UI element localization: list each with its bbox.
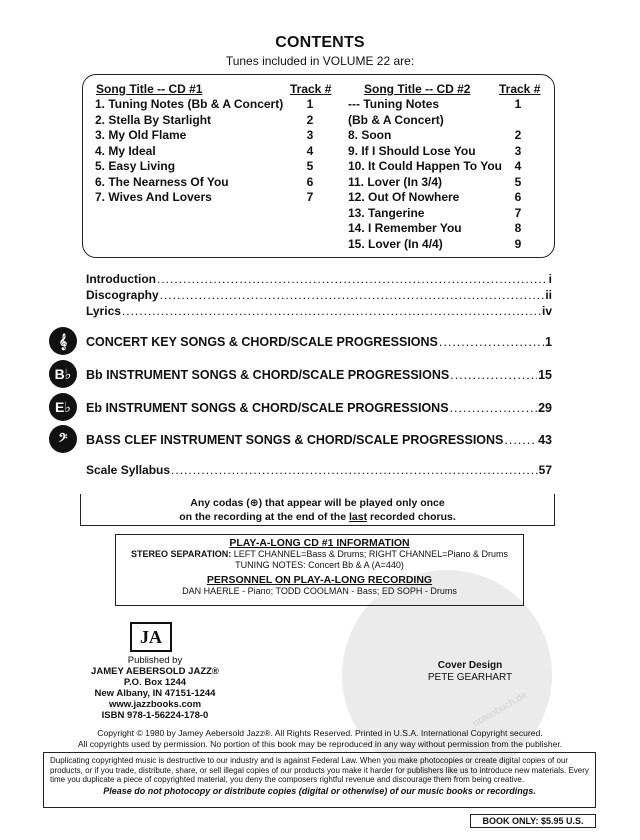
cd1-track-number: 3 <box>306 128 314 142</box>
cd1-song-title: 2. Stella By Starlight <box>95 112 212 127</box>
cd1-track-number: 7 <box>306 190 314 204</box>
toc-label: Eb INSTRUMENT SONGS & CHORD/SCALE PROGRESSIONS <box>86 401 449 415</box>
cd2-song-title: 15. Lover (In 4/4) <box>348 236 443 251</box>
leader-dots <box>160 288 545 302</box>
personnel-list: DAN HAERLE - Piano; TODD COOLMAN - Bass; ED SOPH - Drums <box>182 586 457 596</box>
coda-line-1: Any codas (⊕) that appear will be played only once <box>190 497 445 509</box>
leader-dots <box>450 368 537 382</box>
toc-lyrics[interactable] <box>86 304 552 318</box>
toc-page: 29 <box>538 401 552 415</box>
toc-concert-key-section[interactable] <box>86 335 552 349</box>
leader-dots <box>450 401 538 415</box>
page-title: CONTENTS <box>275 34 365 51</box>
toc-page: i <box>548 272 552 286</box>
cd2-track-number: 4 <box>514 159 522 173</box>
cd1-song-title: 6. The Nearness Of You <box>95 174 229 189</box>
toc-label: CONCERT KEY SONGS & CHORD/SCALE PROGRESSIONS <box>86 335 438 349</box>
toc-page: 1 <box>545 335 552 349</box>
cd2-heading: Song Title -- CD #2 <box>364 82 471 96</box>
toc-page: ii <box>545 288 552 302</box>
cd2-track-number: 8 <box>514 221 522 235</box>
leader-dots <box>504 433 537 447</box>
toc-label: Lyrics <box>86 304 121 318</box>
cd2-track-number: 6 <box>514 190 522 204</box>
coda-icon: ⊕ <box>249 497 259 509</box>
toc-bass-clef-section[interactable] <box>86 433 552 447</box>
cd2-track-number: 5 <box>514 174 522 189</box>
toc-page: 43 <box>538 433 552 447</box>
cd1-track-number: 4 <box>306 143 314 158</box>
publisher-logo: JA <box>130 622 172 652</box>
info-heading: PLAY-A-LONG CD #1 INFORMATION <box>229 537 410 549</box>
cd1-song-title: 5. Easy Living <box>95 159 176 173</box>
toc-introduction[interactable] <box>86 272 552 286</box>
cd2-song-title: (Bb & A Concert) <box>348 112 444 127</box>
toc-scale-syllabus[interactable] <box>86 463 552 477</box>
coda-line-2: on the recording at the end of the last recorded chorus. <box>179 511 456 523</box>
toc-label: Introduction <box>86 272 156 286</box>
tuning-notes: TUNING NOTES: Concert Bb & A (A=440) <box>235 560 404 570</box>
toc-label: Discography <box>86 288 159 302</box>
cd2-song-title: 12. Out Of Nowhere <box>348 190 460 204</box>
page-subtitle: Tunes included in VOLUME 22 are: <box>225 54 415 68</box>
cd1-track-number: 6 <box>306 174 314 189</box>
toc-page: 57 <box>538 463 552 477</box>
toc-label: BASS CLEF INSTRUMENT SONGS & CHORD/SCALE PROGRESSIONS <box>86 433 504 447</box>
cd1-track-number: 5 <box>306 159 314 173</box>
cover-design: Cover Design PETE GEARHART <box>427 660 513 683</box>
cd2-song-title: 13. Tangerine <box>348 205 425 220</box>
b-flat-icon: B♭ <box>49 360 77 388</box>
toc-label: Bb INSTRUMENT SONGS & CHORD/SCALE PROGRESSIONS <box>86 368 450 382</box>
treble-clef-icon: 𝄞 <box>49 327 77 355</box>
cd1-song-title: 1. Tuning Notes (Bb & A Concert) <box>95 97 284 111</box>
watermark-text: notenbuch.de <box>471 689 530 730</box>
cd1-track-heading: Track # <box>290 82 332 96</box>
cd2-track-number: 3 <box>514 143 522 158</box>
cd1-song-title: 4. My Ideal <box>95 143 156 158</box>
personnel-heading: PERSONNEL ON PLAY-A-LONG RECORDING <box>206 574 433 586</box>
cd2-track-number: 9 <box>514 236 522 251</box>
leader-dots <box>157 272 548 286</box>
cd2-track-heading: Track # <box>499 82 541 96</box>
cd2-song-title: 8. Soon <box>348 128 392 142</box>
toc-page: iv <box>541 304 552 318</box>
toc-label: Scale Syllabus <box>86 463 171 477</box>
cd2-song-title: 11. Lover (In 3/4) <box>348 174 443 189</box>
warning-text: Duplicating copyrighted music is destructive to our industry and is against Federal Law. When you make photocopies or create digital copies of our products, or if you trade, distribute, share, or sell illegal copies of our products you make it harder for publishers like us to introduce new materials. Every time you duplicate a piece of copyrighted material, you deny the composers rightful revenue and discourage them from being creative. <box>50 756 589 784</box>
coda-note-box <box>80 494 555 526</box>
cd1-track-number: 1 <box>306 97 314 111</box>
cd2-track-number: 7 <box>514 205 522 220</box>
toc-eb-section[interactable] <box>86 401 552 415</box>
e-flat-icon: E♭ <box>49 393 77 421</box>
cd2-song-title: --- Tuning Notes <box>348 97 440 111</box>
copyright-line-2: All copyrights used by permission. No portion of this book may be reproduced in any way without permission from the publisher. <box>77 739 563 749</box>
price-box: BOOK ONLY: $5.95 U.S. <box>470 814 596 828</box>
leader-dots <box>171 463 538 477</box>
warning-emphasis: Please do not photocopy or distribute copies (digital or otherwise) of our music books or recordings. <box>103 785 536 796</box>
toc-page: 15 <box>538 368 552 382</box>
piracy-warning-box <box>43 752 596 808</box>
publisher-block: Published by JAMEY AEBERSOLD JAZZ® P.O. Box 1244 New Albany, IN 47151-1244 www.jazzbooks.com ISBN 978-1-56224-178-0 <box>91 655 219 721</box>
toc-discography[interactable] <box>86 288 552 302</box>
play-along-info-box <box>115 534 524 606</box>
cd1-song-title: 7. Wives And Lovers <box>95 190 212 204</box>
cd2-track-number: 2 <box>514 128 522 142</box>
leader-dots <box>439 335 544 349</box>
stereo-separation: STEREO SEPARATION: LEFT CHANNEL=Bass & Drums; RIGHT CHANNEL=Piano & Drums <box>131 549 508 559</box>
toc-bb-section[interactable] <box>86 368 552 382</box>
copyright-line-1: Copyright © 1980 by Jamey Aebersold Jazz®. All Rights Reserved. Printed in U.S.A. International Copyright secured. <box>97 728 543 738</box>
cd2-song-title: 10. It Could Happen To You <box>348 159 503 173</box>
leader-dots <box>122 304 541 318</box>
cd2-track-number: 1 <box>514 97 522 111</box>
cd1-track-number: 2 <box>306 112 314 127</box>
cd2-song-title: 14. I Remember You <box>348 221 462 235</box>
cd2-song-title: 9. If I Should Lose You <box>348 143 476 158</box>
cd1-heading: Song Title -- CD #1 <box>96 82 203 96</box>
cd1-song-title: 3. My Old Flame <box>95 128 187 142</box>
bass-clef-icon: 𝄢 <box>49 425 77 453</box>
